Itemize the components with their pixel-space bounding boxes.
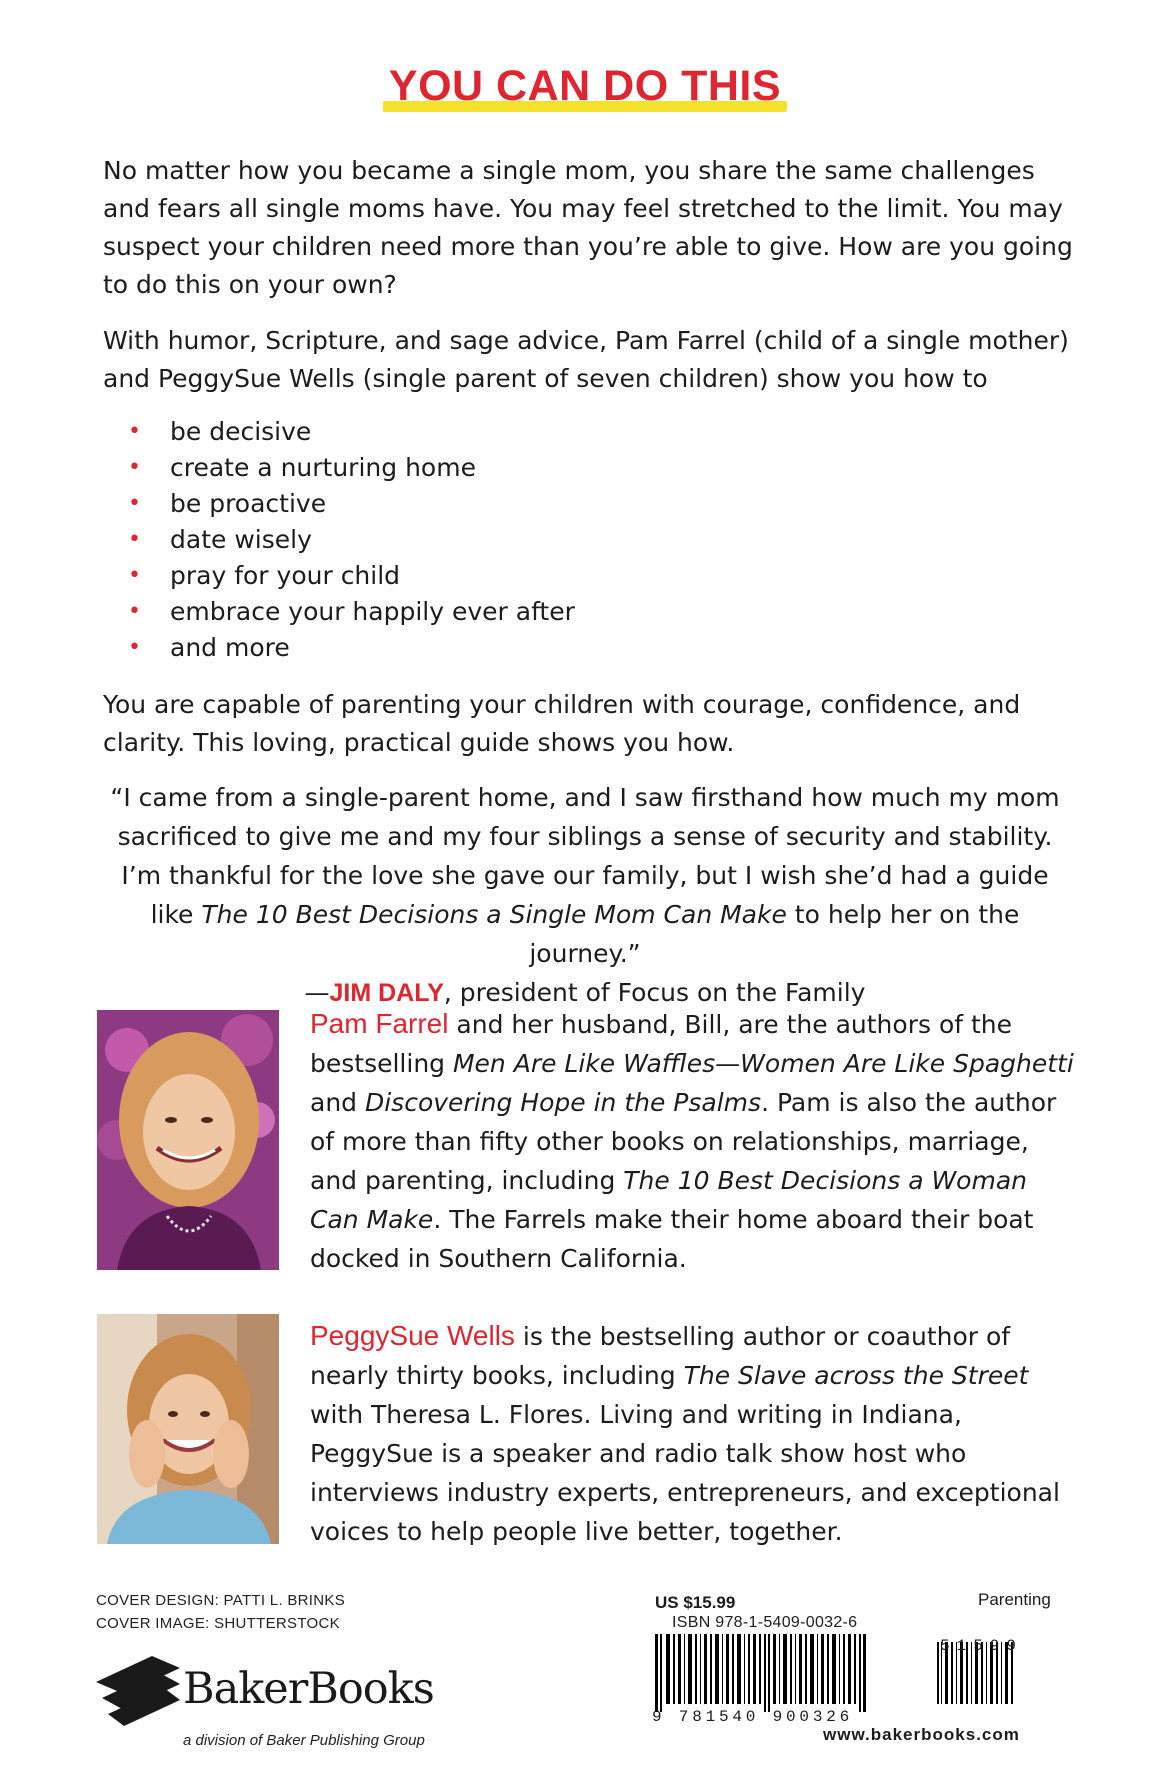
benefit-list (128, 414, 575, 666)
list-item: • pray for your child (128, 558, 575, 594)
book-title: The 10 Best Decisions a Woman Can Make (310, 1166, 1027, 1234)
cover-image-credit: COVER IMAGE: SHUTTERSTOCK (96, 1615, 340, 1632)
author-name-pam: Pam Farrel (310, 1008, 449, 1039)
publisher-subtitle: a division of Baker Publishing Group (183, 1732, 425, 1749)
quote-text-after: to help her on the journey.” (529, 900, 1020, 968)
publisher-name: BakerBooks (183, 1664, 434, 1714)
quote-dash: — (304, 978, 330, 1007)
bio-pam (310, 1004, 1080, 1278)
cover-design-credit: COVER DESIGN: PATTI L. BRINKS (96, 1592, 346, 1609)
heading (0, 62, 1170, 110)
endorser-name: JIM DALY (329, 979, 444, 1007)
bio-text: . Pam is also the author of more than fifty other books on relationships, marriage, and parenting, including (310, 1088, 1057, 1195)
addon-digits: 51599 (940, 1637, 1024, 1655)
list-item: • date wisely (128, 522, 575, 558)
price: US $15.99 (655, 1593, 736, 1612)
quote-text-before: “I came from a single-parent home, and I saw firsthand how much my mom sacrificed to give me and my four siblings a sense of security and stability. I’m thankful for the love she gave our family, but I wish she’d had a guide like (110, 783, 1060, 929)
bio-text: and (310, 1088, 365, 1117)
heading-text: YOU CAN DO THIS (385, 62, 785, 110)
bio-text: with Theresa L. Flores. Living and writing in Indiana, PeggySue is a speaker and radio talk show host who interviews industry experts, entrepreneurs, and exceptional voices to help people live better, together. (310, 1400, 1060, 1546)
category-label: Parenting (978, 1590, 1051, 1609)
list-item: • embrace your happily ever after (128, 594, 575, 630)
bio-peggysue (310, 1316, 1080, 1551)
list-item: • be proactive (128, 486, 575, 522)
author-photo-peggysue (97, 1314, 279, 1544)
intro-paragraph: No matter how you became a single mom, you share the same challenges and fears all single moms have. You may feel stretched to the limit. You may suspect your children need more than you’re able to give. How are you going to do this on your own? (103, 156, 1073, 299)
isbn: ISBN 978-1-5409-0032-6 (672, 1614, 858, 1631)
capable-paragraph: You are capable of parenting your children with courage, confidence, and clarity. This loving, practical guide shows you how. (103, 690, 1021, 757)
authors-intro-paragraph: With humor, Scripture, and sage advice, Pam Farrel (child of a single mother) and PeggySue Wells (single parent of seven children) show you how to (103, 326, 1069, 393)
endorsement-quote (110, 778, 1060, 1013)
endorser-affiliation: , president of Focus on the Family (443, 978, 866, 1007)
bio-text: is the bestselling author or coauthor of nearly thirty books, including (310, 1322, 1011, 1390)
book-title: The Slave across the Street (683, 1361, 1029, 1390)
barcode-digits: 9 781540 900326 (652, 1708, 854, 1726)
bio-text: . The Farrels make their home aboard their boat docked in Southern California. (310, 1205, 1034, 1273)
author-name-peggysue: PeggySue Wells (310, 1320, 515, 1351)
list-item: • be decisive (128, 414, 575, 450)
quote-book-title: The 10 Best Decisions a Single Mom Can Make (201, 900, 787, 929)
website-url: www.bakerbooks.com (823, 1725, 1020, 1744)
list-item: • create a nurturing home (128, 450, 575, 486)
cover-credits (96, 1589, 345, 1635)
list-item: • and more (128, 630, 575, 666)
author-photo-pam (97, 1010, 279, 1270)
bio-text: and her husband, Bill, are the authors of the bestselling (310, 1010, 1013, 1078)
book-title: Discovering Hope in the Psalms (364, 1088, 762, 1117)
book-title: Men Are Like Waffles—Women Are Like Spaghetti (452, 1049, 1074, 1078)
